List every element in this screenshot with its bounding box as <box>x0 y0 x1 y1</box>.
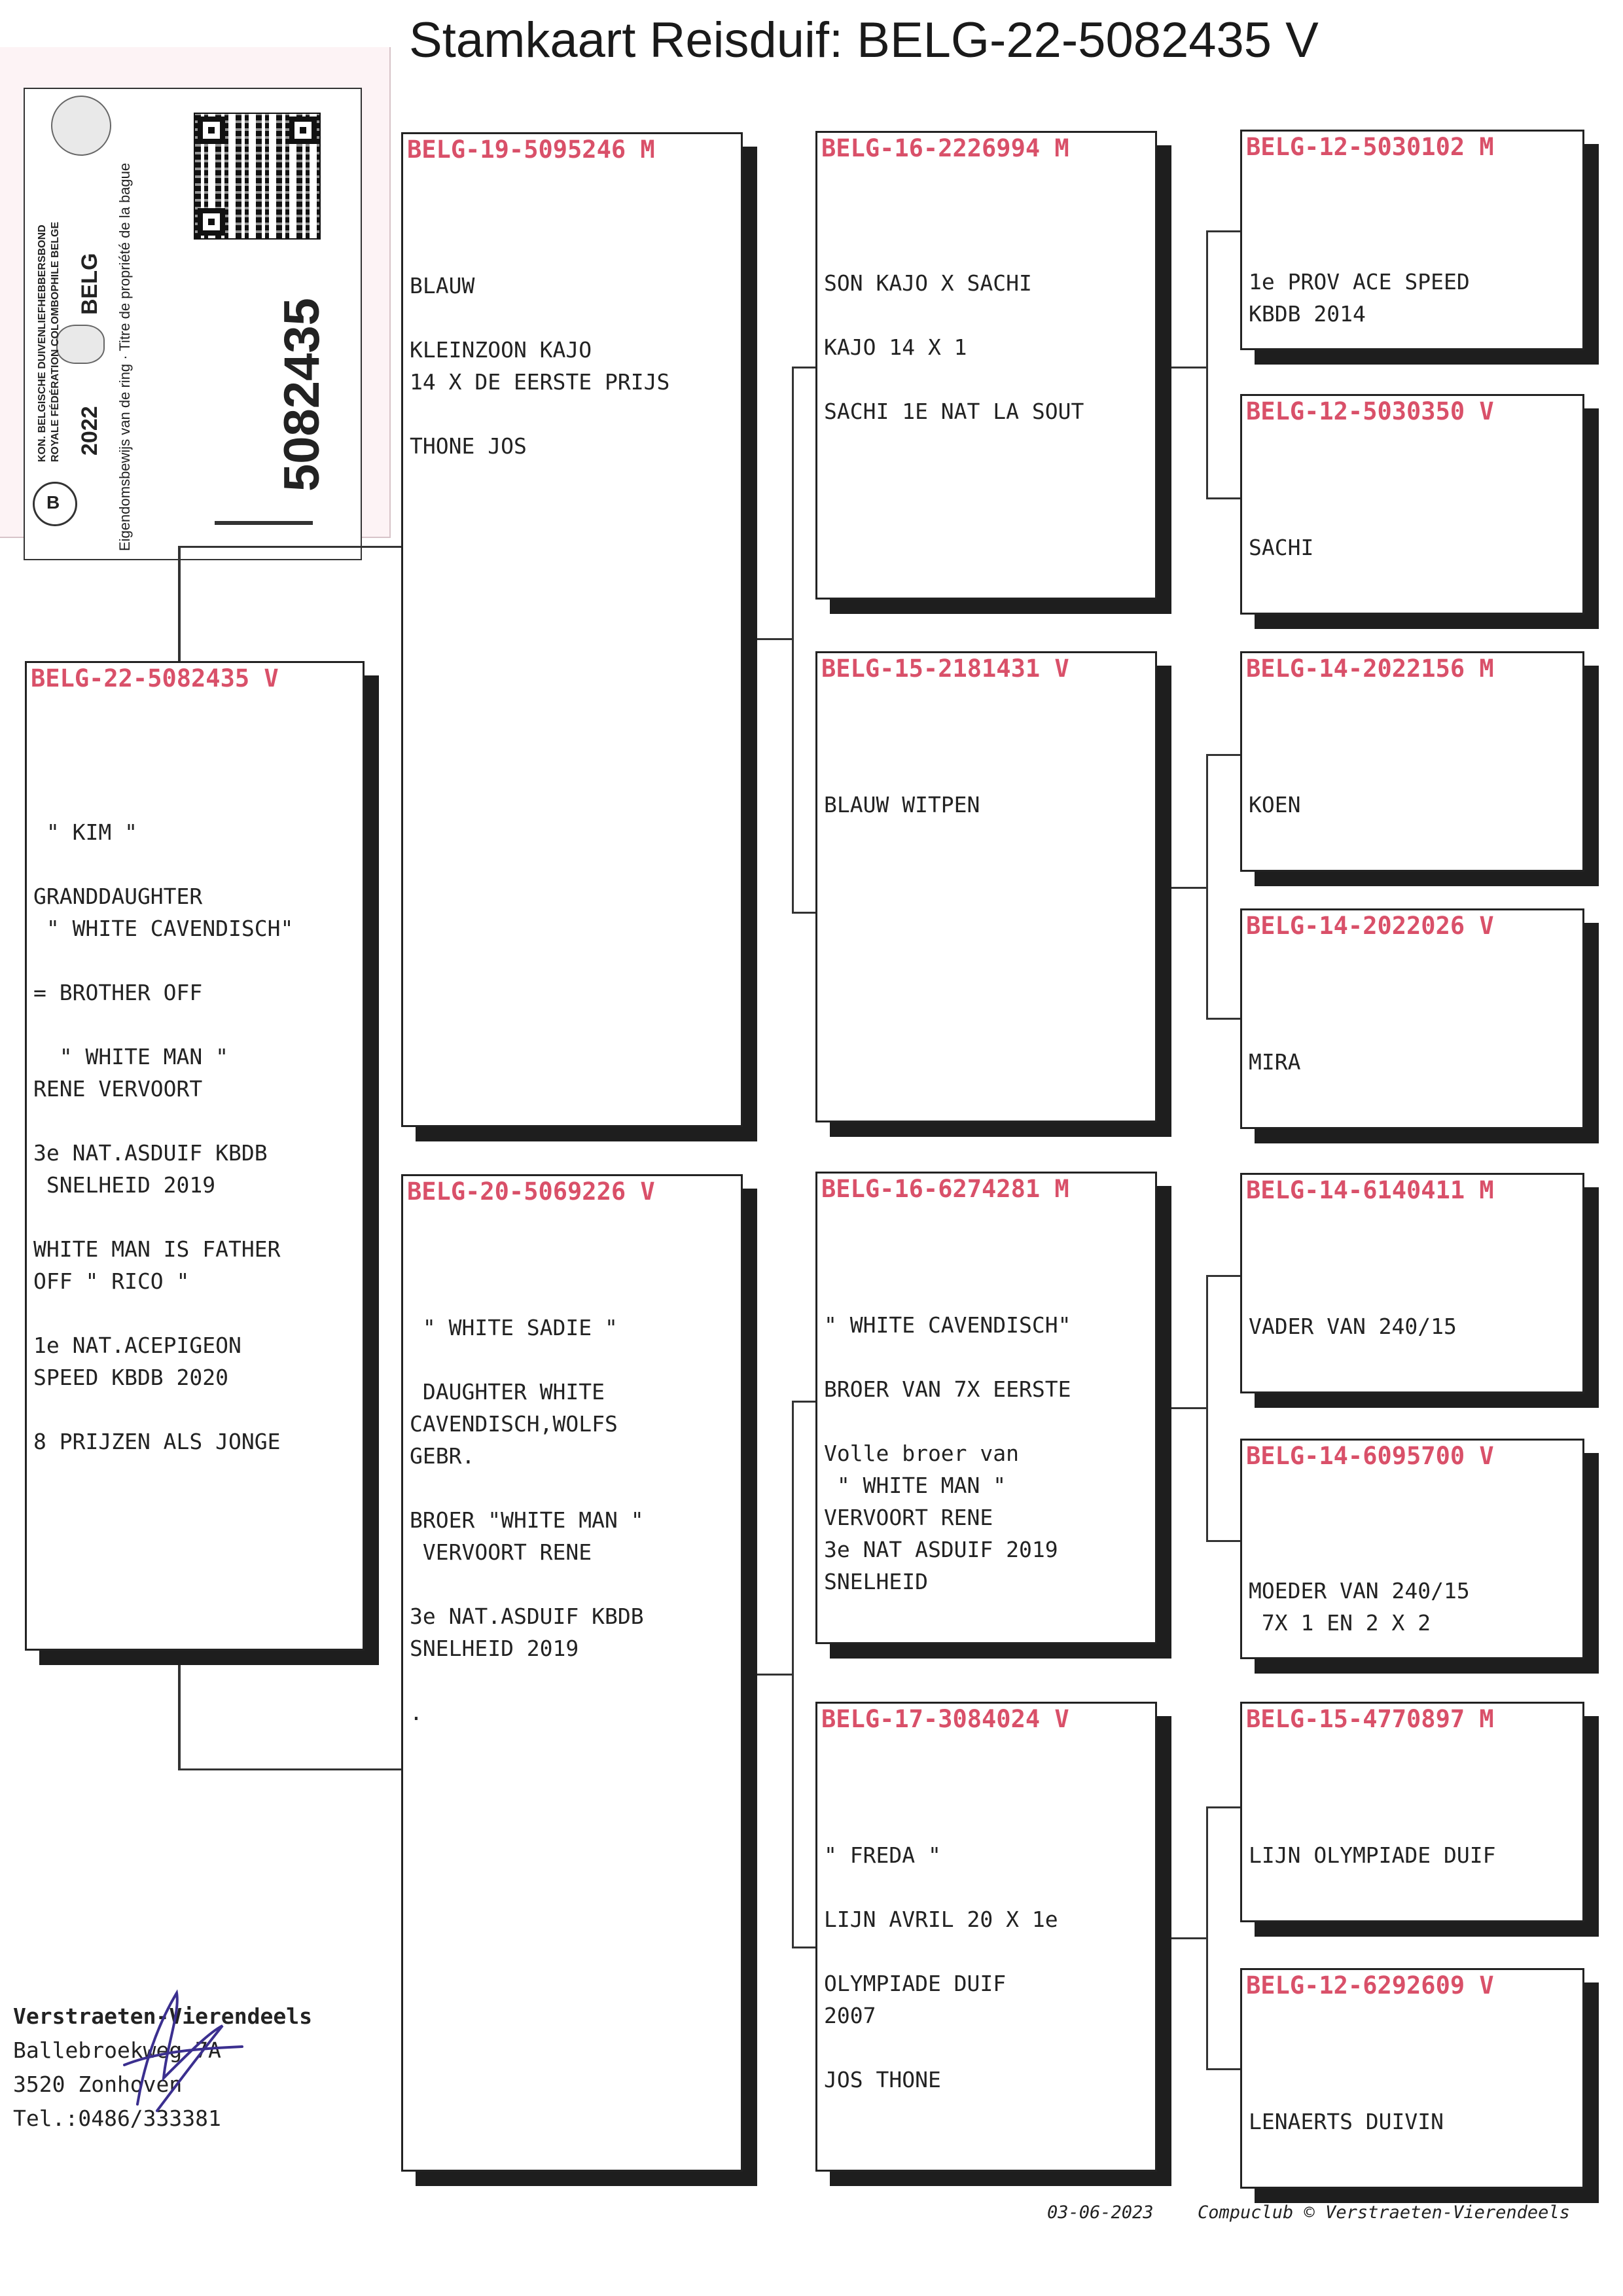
father-ring-number: BELG-19-5095246 M <box>407 135 655 164</box>
granddam-maternal-notes: " FREDA " LIJN AVRIL 20 X 1e OLYMPIADE DUIF 2007 JOS THONE <box>824 1842 1058 2092</box>
owner-street: Ballebroekweg 7A <box>13 2037 221 2063</box>
signature <box>98 1986 249 2117</box>
great-grandparent-fff-box <box>1240 130 1584 350</box>
ring-card-org-nl: KON. BELGISCHE DUIVENLIEFHEBBERSBOND <box>37 224 48 462</box>
pigeon-emblem-icon <box>51 96 111 156</box>
pigeon-box <box>25 661 365 1651</box>
great-grandparent-mff-notes: VADER VAN 240/15 <box>1249 1314 1457 1339</box>
ring-card-org-fr: ROYALE FÉDÉRATION COLOMBOPHILE BELGE <box>50 221 61 462</box>
great-grandparent-mfm-notes: MOEDER VAN 240/15 7X 1 EN 2 X 2 <box>1249 1578 1470 1636</box>
mother-box <box>401 1174 743 2172</box>
great-grandparent-fmf-box <box>1240 651 1584 872</box>
ring-card-underline <box>215 521 313 525</box>
crest-emblem-icon <box>56 325 105 364</box>
great-grandparent-fmf-ring-number: BELG-14-2022156 M <box>1246 655 1494 683</box>
granddam-paternal-ring-number: BELG-15-2181431 V <box>821 655 1069 683</box>
print-date: 03-06-2023 <box>1047 2202 1154 2223</box>
grandsire-maternal-ring-number: BELG-16-6274281 M <box>821 1175 1069 1203</box>
ring-card-year: 2022 <box>77 406 102 456</box>
mother-ring-number: BELG-20-5069226 V <box>407 1177 655 1206</box>
ring-ownership-card <box>0 47 391 551</box>
great-grandparent-mmf-notes: LIJN OLYMPIADE DUIF <box>1249 1842 1496 1868</box>
great-grandparent-mmf-ring-number: BELG-15-4770897 M <box>1246 1705 1494 1733</box>
great-grandparent-mmf-box <box>1240 1702 1584 1922</box>
kbdb-logo-icon <box>33 482 77 526</box>
great-grandparent-mff-box <box>1240 1173 1584 1393</box>
owner-phone: Tel.:0486/333381 <box>13 2106 221 2131</box>
ring-card-frame <box>24 88 362 560</box>
great-grandparent-mmm-ring-number: BELG-12-6292609 V <box>1246 1971 1494 2000</box>
great-grandparent-fmf-notes: KOEN <box>1249 792 1301 817</box>
pigeon-notes: " KIM " GRANDDAUGHTER " WHITE CAVENDISCH" = BROTHER OFF " WHITE MAN " RENE VERVOORT 3e NAT.ASDUIF KBDB SNELHEID 2019 WHITE MAN IS FATHER OFF " RICO " 1e NAT.ACEPIGEON SPEED KBDB 2020 8 PRIJZEN ALS JONGE <box>33 819 294 1454</box>
grandsire-paternal-ring-number: BELG-16-2226994 M <box>821 134 1069 162</box>
grandsire-maternal-box <box>815 1172 1157 1644</box>
grandsire-maternal-notes: " WHITE CAVENDISCH" BROER VAN 7X EERSTE Volle broer van " WHITE MAN " VERVOORT RENE 3e NAT ASDUIF 2019 SNELHEID <box>824 1312 1071 1594</box>
great-grandparent-mmm-box <box>1240 1968 1584 2189</box>
father-notes: BLAUW KLEINZOON KAJO 14 X DE EERSTE PRIJS THONE JOS <box>410 273 670 459</box>
copyright: Compuclub © Verstraeten-Vierendeels <box>1198 2202 1570 2223</box>
ring-card-country: BELG <box>77 253 102 315</box>
great-grandparent-fff-notes: 1e PROV ACE SPEED KBDB 2014 <box>1249 269 1470 327</box>
grandsire-paternal-box <box>815 131 1157 600</box>
grandsire-paternal-notes: SON KAJO X SACHI KAJO 14 X 1 SACHI 1E NAT LA SOUT <box>824 270 1084 424</box>
svg-text:B: B <box>46 492 60 512</box>
granddam-paternal-notes: BLAUW WITPEN <box>824 792 980 817</box>
owner-name: Verstraeten-Vierendeels <box>13 2003 312 2029</box>
owner-city: 3520 Zonhoven <box>13 2072 183 2097</box>
granddam-maternal-box <box>815 1702 1157 2172</box>
father-box <box>401 132 743 1127</box>
granddam-paternal-box <box>815 651 1157 1122</box>
great-grandparent-mff-ring-number: BELG-14-6140411 M <box>1246 1176 1494 1204</box>
great-grandparent-ffm-notes: SACHI <box>1249 535 1314 560</box>
page-title: Stamkaart Reisduif: BELG-22-5082435 V <box>409 12 1319 68</box>
great-grandparent-fmm-box <box>1240 908 1584 1129</box>
great-grandparent-fmm-ring-number: BELG-14-2022026 V <box>1246 912 1494 940</box>
qr-code <box>194 113 321 240</box>
pigeon-ring-number: BELG-22-5082435 V <box>31 664 279 692</box>
great-grandparent-mmm-notes: LENAERTS DUIVIN <box>1249 2109 1444 2134</box>
granddam-maternal-ring-number: BELG-17-3084024 V <box>821 1705 1069 1733</box>
great-grandparent-mfm-box <box>1240 1439 1584 1659</box>
great-grandparent-ffm-ring-number: BELG-12-5030350 V <box>1246 397 1494 425</box>
mother-notes: " WHITE SADIE " DAUGHTER WHITE CAVENDISCH,WOLFS GEBR. BROER "WHITE MAN " VERVOORT RENE 3e NAT.ASDUIF KBDB SNELHEID 2019 . <box>410 1315 644 1725</box>
great-grandparent-mfm-ring-number: BELG-14-6095700 V <box>1246 1442 1494 1470</box>
great-grandparent-fff-ring-number: BELG-12-5030102 M <box>1246 133 1494 161</box>
ring-card-number: 5082435 <box>274 298 330 492</box>
great-grandparent-ffm-box <box>1240 394 1584 615</box>
ring-card-caption: Eigendomsbewijs van de ring · Titre de propriété de la bague <box>116 162 133 551</box>
great-grandparent-fmm-notes: MIRA <box>1249 1049 1301 1075</box>
